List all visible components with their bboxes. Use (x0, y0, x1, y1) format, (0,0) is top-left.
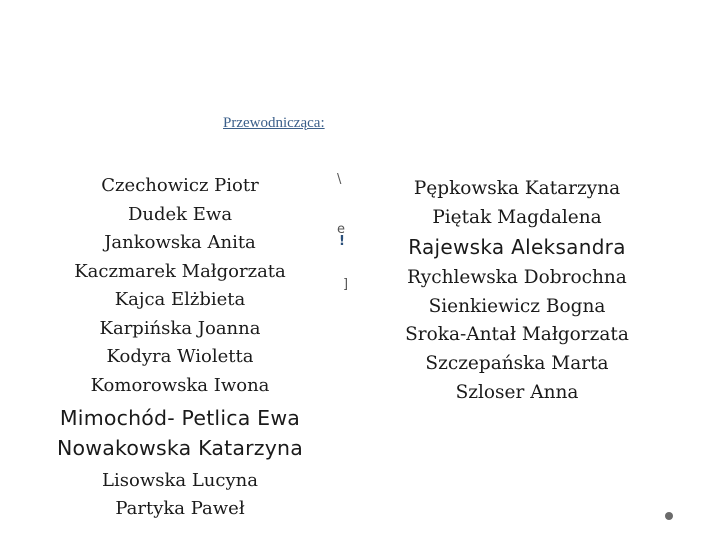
list-item: Karpińska Joanna (99, 317, 261, 339)
list-item: Piętak Magdalena (432, 206, 602, 228)
list-item: Jankowska Anita (104, 232, 256, 253)
list-item: Pępkowska Katarzyna (413, 178, 621, 199)
list-item: Lisowska Lucyna (102, 470, 258, 491)
list-item: Szloser Anna (455, 381, 579, 403)
list-item: Komorowska Iwona (90, 374, 270, 396)
list-item: Kaczmarek Małgorzata (74, 260, 286, 282)
text-fragment: ] (343, 277, 349, 292)
list-item: Sroka-Antał Małgorzata (405, 324, 629, 346)
list-item: Partyka Paweł (115, 498, 245, 519)
section-heading: Przewodnicząca: (223, 115, 325, 131)
list-item: Sienkiewicz Bogna (428, 295, 606, 317)
list-item: Mimochód- Petlica Ewa (59, 406, 301, 430)
text-fragment: \ (337, 172, 342, 187)
bullet-dot (665, 512, 673, 520)
list-item: Kajca Elżbieta (114, 289, 246, 310)
list-item: Dudek Ewa (127, 203, 233, 225)
list-item: Nowakowska Katarzyna (56, 436, 304, 460)
list-item: Szczepańska Marta (425, 352, 609, 374)
list-item: Kodyra Wioletta (106, 346, 254, 367)
right-name-column (378, 175, 656, 407)
list-item: Rychlewska Dobrochna (407, 267, 627, 289)
list-item: Rajewska Aleksandra (408, 235, 626, 260)
text-fragment: e (337, 222, 345, 237)
left-name-column (40, 172, 320, 523)
list-item: Czechowicz Piotr (101, 175, 259, 196)
text-fragment: ! (339, 234, 345, 249)
